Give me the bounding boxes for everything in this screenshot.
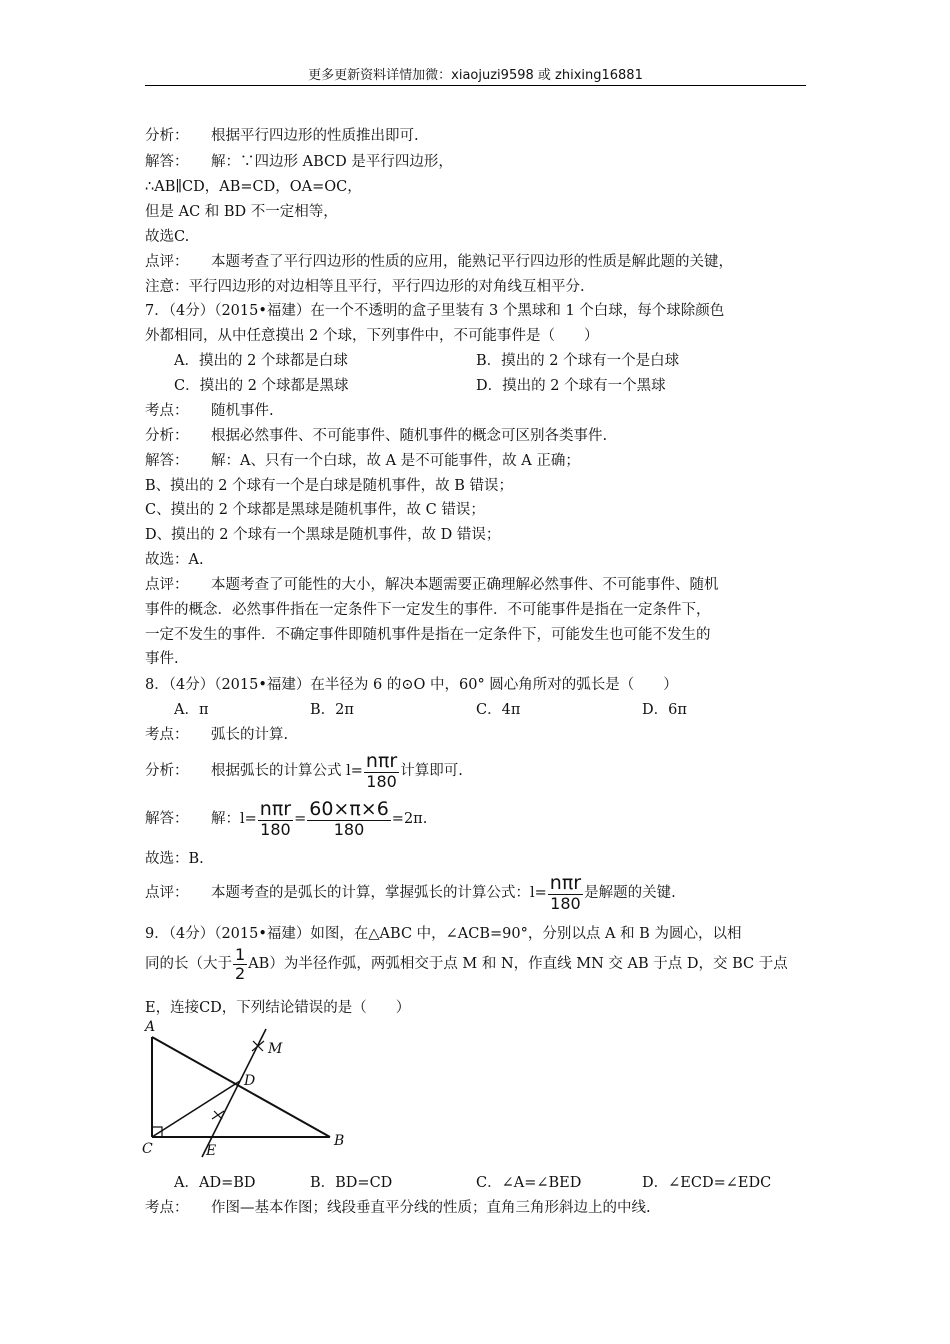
q7-point: 考点： 随机事件. xyxy=(145,403,274,419)
q9-stem-line: 同的长（大于 $\frac{1}{2}$ AB）为半径作弧，两弧相交于点 M 和 N，作直线 MN 交 AB 于点 D，交 BC 于点 xyxy=(145,944,788,983)
q7-option-b: B．摸出的 2 个球有一个是白球 xyxy=(476,353,680,369)
point-label: 考点： xyxy=(145,727,189,743)
point-label: 考点： xyxy=(145,403,189,419)
q8-option-b: B．2π xyxy=(310,702,354,718)
label-m: M xyxy=(268,1041,283,1057)
q9-option-a: A．AD=BD xyxy=(174,1175,256,1191)
q7-choice: 故选：A. xyxy=(145,552,204,568)
segment-ab xyxy=(152,1037,330,1137)
q9-option-c: C．∠A=∠BED xyxy=(476,1175,582,1191)
q8-choice: 故选：B. xyxy=(145,851,204,867)
q7-comment-line: 事件的概念．必然事件指在一定条件下一定发生的事件．不可能事件是指在一定条件下， xyxy=(145,602,711,618)
q7-option-d: D．摸出的 2 个球有一个黑球 xyxy=(476,378,666,394)
q8-stem: 8．（4分）（2015•福建）在半径为 6 的⊙O 中，60° 圆心角所对的弧长是（ ） xyxy=(145,677,678,693)
q8-point: 考点： 弧长的计算. xyxy=(145,727,289,743)
q7-solution-line: B、摸出的 2 个球有一个是白球是随机事件，故 B 错误； xyxy=(145,478,513,494)
arc-length-formula: $\frac{\text{nπr}}{180}$ xyxy=(259,798,292,839)
label-a: A xyxy=(145,1019,156,1035)
q6-comment-line: 注意：平行四边形的对边相等且平行，平行四边形的对角线互相平分. xyxy=(145,279,585,295)
header-divider xyxy=(145,85,806,86)
arc-mark-m xyxy=(252,1041,264,1051)
triangle-figure xyxy=(140,1015,360,1160)
solution-label: 解答： xyxy=(145,453,189,469)
q8-option-d: D．6π xyxy=(642,702,687,718)
q6-solution: 解答： 解：∵四边形 ABCD 是平行四边形， xyxy=(145,154,453,170)
q8-option-c: C．4π xyxy=(476,702,521,718)
q8-analysis: 分析： 根据弧长的计算公式 l= $\frac{\text{nπr}}{180}$ 计算即可. xyxy=(145,750,463,791)
arc-length-formula: $\frac{\text{nπr}}{180}$ xyxy=(365,750,398,791)
substituted-formula: $\frac{60\times\pi\times 6}{180}$ xyxy=(309,798,389,839)
q9-stem-line: E，连接CD，下列结论错误的是（ ） xyxy=(145,1000,411,1016)
analysis-label: 分析： xyxy=(145,128,189,144)
one-half-fraction: $\frac{1}{2}$ xyxy=(235,944,246,983)
solution-label: 解答： xyxy=(145,154,189,170)
q6-solution-line: ∴AB∥CD，AB=CD，OA=OC， xyxy=(145,179,362,195)
q8-solution: 解答： 解：l= $\frac{\text{nπr}}{180}$ = $\frac{60\times\pi\times 6}{180}$ =2π. xyxy=(145,798,428,839)
comment-label: 点评： xyxy=(145,254,189,270)
q6-analysis: 分析： 根据平行四边形的性质推出即可. xyxy=(145,128,419,144)
label-b: B xyxy=(334,1133,345,1149)
q7-solution-line: D、摸出的 2 个球有一个黑球是随机事件，故 D 错误； xyxy=(145,527,501,543)
label-e: E xyxy=(206,1143,217,1159)
q7-stem-line: 外都相同，从中任意摸出 2 个球，下列事件中，不可能事件是（ ） xyxy=(145,328,599,344)
q8-option-a: A．π xyxy=(174,702,209,718)
q9-stem: 9．（4分）（2015•福建）如图，在△ABC 中，∠ACB=90°，分别以点 A 和 B 为圆心，以相 xyxy=(145,926,742,942)
q7-solution: 解答： 解：A、只有一个白球，故 A 是不可能事件，故 A 正确； xyxy=(145,453,580,469)
q6-comment: 点评： 本题考查了平行四边形的性质的应用，能熟记平行四边形的性质是解此题的关键， xyxy=(145,254,733,270)
q7-analysis: 分析： 根据必然事件、不可能事件、随机事件的概念可区别各类事件. xyxy=(145,428,608,444)
q7-stem: 7．（4分）（2015•福建）在一个不透明的盒子里装有 3 个黑球和 1 个白球，每个球除颜色 xyxy=(145,303,725,319)
q9-option-d: D．∠ECD=∠EDC xyxy=(642,1175,772,1191)
comment-label: 点评： xyxy=(145,577,189,593)
page-header: 更多更新资料详情加微：xiaojuzi9598 或 zhixing16881 xyxy=(308,68,643,83)
q9-point: 考点： 作图—基本作图；线段垂直平分线的性质；直角三角形斜边上的中线. xyxy=(145,1200,651,1216)
q6-choice: 故选C. xyxy=(145,229,190,245)
q7-option-c: C．摸出的 2 个球都是黑球 xyxy=(174,378,349,394)
q9-option-b: B．BD=CD xyxy=(310,1175,393,1191)
q7-comment: 点评： 本题考查了可能性的大小，解决本题需要正确理解必然事件、不可能事件、随机 xyxy=(145,577,719,593)
arc-length-formula: $\frac{\text{nπr}}{180}$ xyxy=(549,872,582,913)
label-c: C xyxy=(142,1141,153,1157)
comment-label: 点评： xyxy=(145,885,189,901)
q7-solution-line: C、摸出的 2 个球都是黑球是随机事件，故 C 错误； xyxy=(145,502,485,518)
point-label: 考点： xyxy=(145,1200,189,1216)
analysis-label: 分析： xyxy=(145,763,189,779)
q6-solution-line: 但是 AC 和 BD 不一定相等， xyxy=(145,204,338,220)
q7-option-a: A．摸出的 2 个球都是白球 xyxy=(174,353,348,369)
q7-comment-line: 事件. xyxy=(145,651,179,667)
q8-comment: 点评： 本题考查的是弧长的计算，掌握弧长的计算公式：l= $\frac{\text{nπr}}{180}$ 是解题的关键. xyxy=(145,872,676,913)
analysis-label: 分析： xyxy=(145,428,189,444)
solution-label: 解答： xyxy=(145,811,189,827)
label-d: D xyxy=(244,1073,256,1089)
q7-comment-line: 一定不发生的事件．不确定事件即随机事件是指在一定条件下，可能发生也可能不发生的 xyxy=(145,627,711,643)
